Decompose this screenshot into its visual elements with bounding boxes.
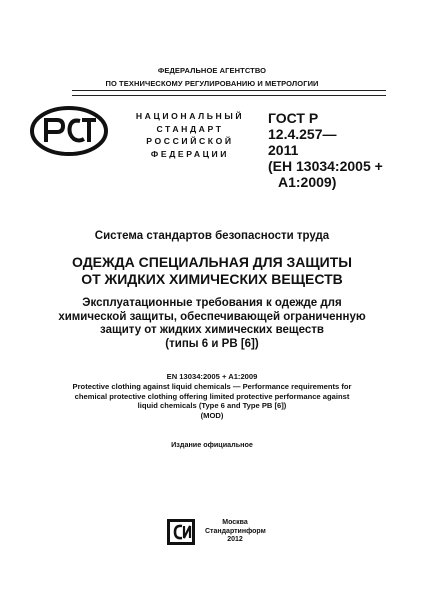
publisher-year: 2012	[227, 536, 243, 544]
agency-name-line2: ПО ТЕХНИЧЕСКОМУ РЕГУЛИРОВАНИЮ И МЕТРОЛОГИИ	[105, 79, 319, 88]
title-line-2: ОТ ЖИДКИХ ХИМИЧЕСКИХ ВЕЩЕСТВ	[81, 271, 343, 287]
header-divider-top	[72, 90, 386, 91]
series-title: Система стандартов безопасности труда	[94, 230, 330, 242]
document-title	[0, 254, 424, 288]
publisher-info	[205, 519, 265, 545]
standard-line-2: СТАНДАРТ	[156, 123, 224, 134]
gost-line-5: A1:2009)	[278, 174, 337, 190]
document-subtitle	[0, 297, 424, 351]
en-standard-code: EN 13034:2005 + A1:2009	[166, 372, 258, 381]
en-title-line-1: Protective clothing against liquid chemicals — Performance requirements for	[72, 382, 352, 391]
publisher-city: Москва	[222, 519, 248, 526]
en-title-line-3: liquid chemicals (Type 6 and Type PB [6])	[137, 401, 287, 411]
en-title-line-4: (MOD)	[200, 410, 224, 420]
title-line-1: ОДЕЖДА СПЕЦИАЛЬНАЯ ДЛЯ ЗАЩИТЫ	[72, 254, 352, 270]
en-title	[0, 382, 424, 420]
rst-logo	[30, 106, 108, 156]
national-standard-label	[118, 110, 262, 160]
subtitle-line-1: Эксплуатационные требования к одежде для	[82, 297, 342, 309]
subtitle-line-3: защиту от жидких химических веществ	[100, 324, 324, 336]
publisher-logo	[166, 518, 196, 546]
gost-line-4: (ЕН 13034:2005 +	[268, 158, 383, 174]
en-title-line-2: chemical protective clothing offering limited protective performance against	[74, 391, 350, 401]
official-edition-label: Издание официальное	[171, 440, 253, 449]
standard-line-3: РОССИЙСКОЙ	[146, 136, 234, 146]
publisher-name: Стандартинформ	[205, 527, 266, 535]
gost-line-2: 12.4.257—	[268, 126, 337, 142]
standard-line-4: ФЕДЕРАЦИИ	[150, 148, 230, 159]
agency-name-line1: ФЕДЕРАЛЬНОЕ АГЕНТСТВО	[157, 66, 267, 75]
standartinform-logo-icon	[166, 518, 196, 546]
gost-number	[268, 110, 383, 190]
rst-logo-icon	[30, 106, 108, 156]
subtitle-line-4: (типы 6 и PB [6])	[165, 337, 259, 350]
gost-line-3: 2011	[268, 142, 299, 158]
standard-line-1: НАЦИОНАЛЬНЫЙ	[135, 111, 245, 121]
subtitle-line-2: химической защиты, обеспечивающей ограниченную	[58, 310, 366, 323]
header-divider-bottom	[72, 95, 386, 96]
gost-line-1: ГОСТ Р	[268, 110, 319, 126]
